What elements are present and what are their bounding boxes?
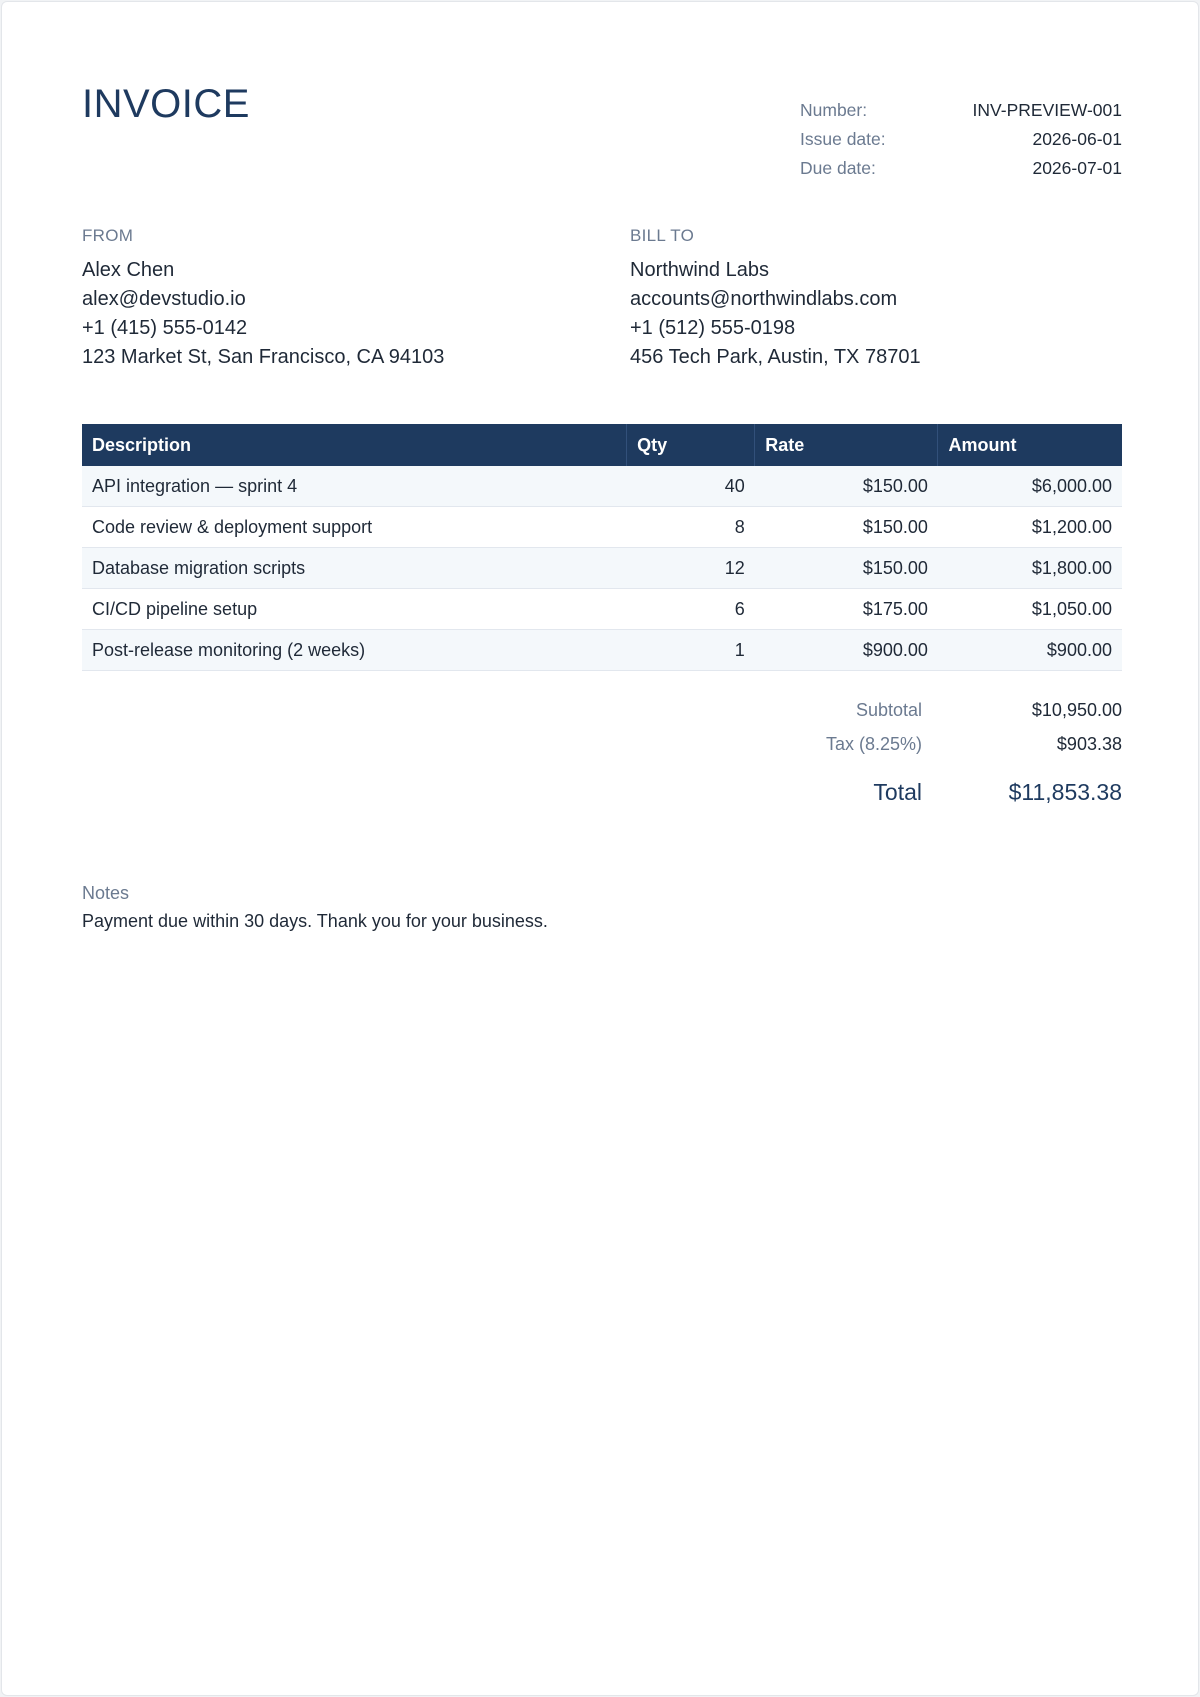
tax-label: Tax (8.25%) (825, 733, 922, 754)
cell-description: Code review & deployment support (82, 507, 627, 548)
bill-to-address: 456 Tech Park, Austin, TX 78701 (630, 346, 921, 368)
meta-due-row (800, 154, 1122, 183)
header-description: Description (82, 424, 627, 466)
meta-number-value: INV-PREVIEW-001 (972, 100, 1122, 120)
cell-description: API integration — sprint 4 (82, 466, 627, 507)
cell-amount: $900.00 (938, 630, 1122, 671)
subtotal-label: Subtotal (855, 699, 922, 720)
cell-description: CI/CD pipeline setup (82, 589, 627, 630)
cell-amount: $1,050.00 (938, 589, 1122, 630)
line-items-table (82, 424, 1122, 671)
tax-value: $903.38 (1056, 733, 1122, 754)
header-rate: Rate (755, 424, 938, 466)
invoice-meta (800, 96, 1122, 183)
from-address: 123 Market St, San Francisco, CA 94103 (82, 346, 445, 368)
table-row (82, 548, 1122, 589)
cell-amount: $1,800.00 (938, 548, 1122, 589)
header-amount: Amount (938, 424, 1122, 466)
meta-issue-row (800, 125, 1122, 154)
cell-amount: $6,000.00 (938, 466, 1122, 507)
cell-rate: $900.00 (755, 630, 938, 671)
cell-qty: 1 (627, 630, 755, 671)
cell-rate: $150.00 (755, 466, 938, 507)
from-label: FROM (82, 226, 134, 245)
invoice-page (1, 1, 1199, 1696)
bill-to-section (630, 224, 1130, 372)
subtotal-value: $10,950.00 (1031, 699, 1122, 720)
bill-to-phone: +1 (512) 555-0198 (630, 317, 796, 339)
cell-rate: $150.00 (755, 548, 938, 589)
cell-rate: $175.00 (755, 589, 938, 630)
notes-text: Payment due within 30 days. Thank you for your business. (82, 911, 548, 931)
total-row (682, 761, 1122, 809)
totals-summary (682, 693, 1122, 809)
invoice-title: INVOICE (82, 82, 250, 126)
meta-due-label: Due date: (800, 158, 876, 178)
bill-to-name: Northwind Labs (630, 259, 769, 281)
meta-due-value: 2026-07-01 (1032, 158, 1122, 178)
cell-description: Post-release monitoring (2 weeks) (82, 630, 627, 671)
cell-qty: 6 (627, 589, 755, 630)
cell-qty: 12 (627, 548, 755, 589)
from-name: Alex Chen (82, 259, 175, 281)
notes-label: Notes (82, 883, 130, 903)
from-section (82, 224, 582, 372)
from-email: alex@devstudio.io (82, 288, 246, 310)
subtotal-row (682, 693, 1122, 727)
invoice-content (82, 2, 1122, 1695)
header-qty: Qty (627, 424, 755, 466)
meta-issue-label: Issue date: (800, 129, 886, 149)
cell-amount: $1,200.00 (938, 507, 1122, 548)
total-value: $11,853.38 (1008, 778, 1122, 805)
table-row (82, 466, 1122, 507)
cell-qty: 40 (627, 466, 755, 507)
table-header-row (82, 424, 1122, 466)
table-row (82, 630, 1122, 671)
bill-to-email: accounts@northwindlabs.com (630, 288, 898, 310)
meta-number-label: Number: (800, 100, 868, 120)
cell-rate: $150.00 (755, 507, 938, 548)
from-phone: +1 (415) 555-0142 (82, 317, 248, 339)
total-label: Total (873, 778, 922, 805)
table-row (82, 507, 1122, 548)
table-row (82, 589, 1122, 630)
notes-section (82, 881, 1122, 935)
meta-number-row (800, 96, 1122, 125)
meta-issue-value: 2026-06-01 (1032, 129, 1122, 149)
cell-qty: 8 (627, 507, 755, 548)
cell-description: Database migration scripts (82, 548, 627, 589)
tax-row (682, 727, 1122, 761)
bill-to-label: BILL TO (630, 226, 695, 245)
